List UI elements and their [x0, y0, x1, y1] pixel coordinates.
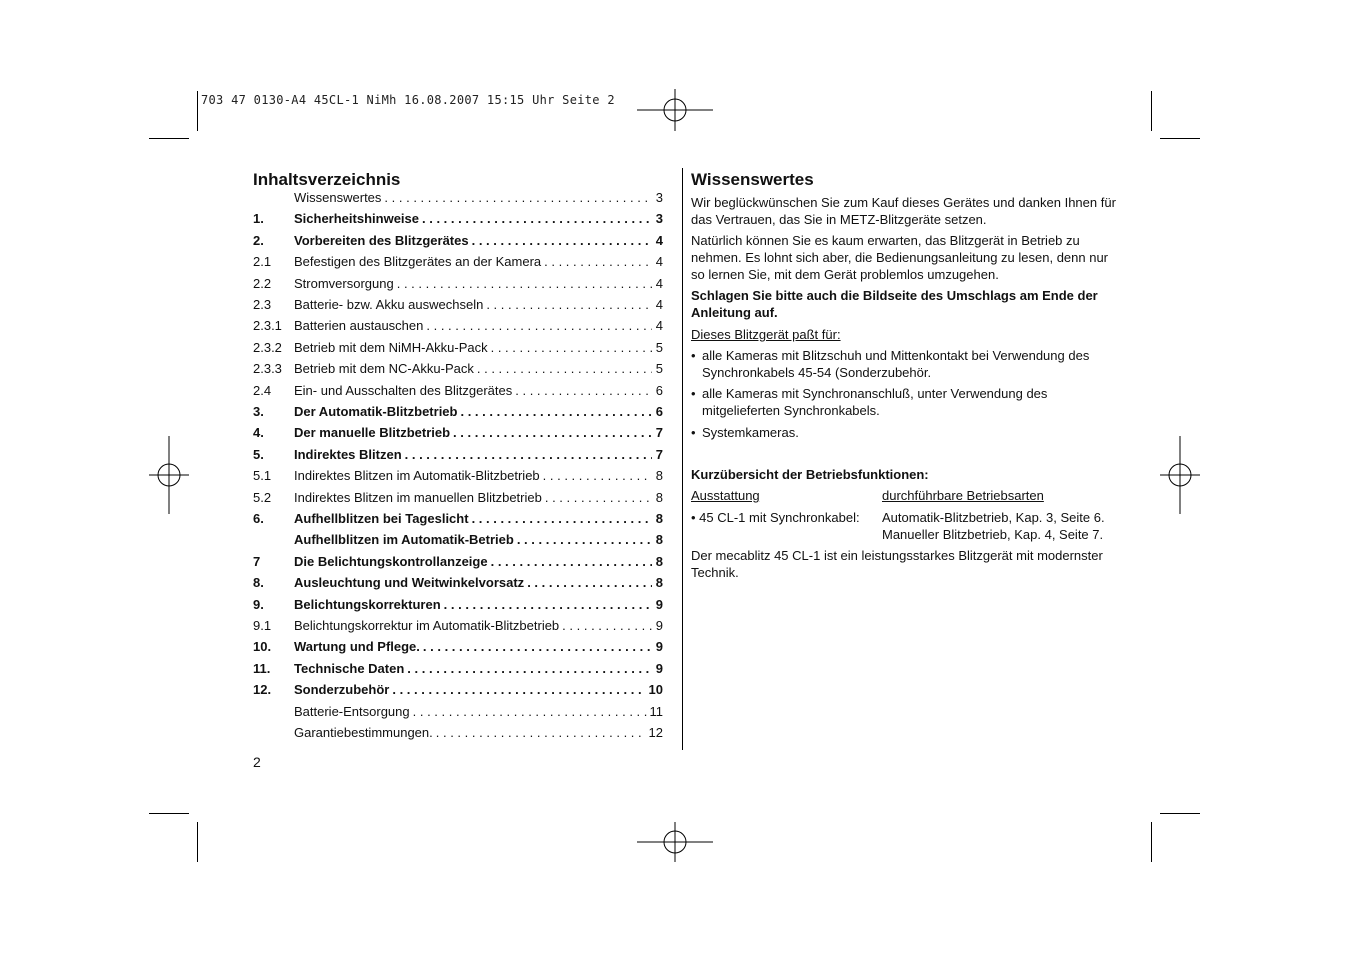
registration-mark-bottom: [637, 822, 713, 862]
toc-entry-title: Der Automatik-Blitzbetrieb: [294, 404, 458, 419]
toc-entry-number: 12.: [253, 682, 272, 698]
cover-note-paragraph: Schlagen Sie bitte auch die Bildseite des Umschlags am Ende der Anleitung auf.: [691, 288, 1098, 320]
toc-entry: [253, 682, 663, 698]
page-number: 2: [253, 754, 261, 770]
toc-leader-dots: [426, 318, 652, 334]
toc-entry-page: 6: [655, 404, 663, 419]
toc-entry-title: Stromversorgung: [294, 275, 394, 291]
toc-entry: [253, 447, 663, 463]
toc-entry: [253, 383, 663, 399]
toc-entry: [253, 361, 663, 377]
toc-entry-title: Belichtungskorrekturen: [294, 596, 441, 612]
toc-entry-page: 8: [655, 553, 663, 569]
toc-entry-title: Indirektes Blitzen im manuellen Blitzbetrieb: [294, 489, 542, 505]
crop-mark-bottom-right-horizontal: [1160, 813, 1200, 814]
toc-entry-page: 8: [655, 489, 663, 505]
toc-entry-title: Betrieb mit dem NC-Akku-Pack: [294, 361, 474, 377]
toc-leader-dots: [423, 639, 652, 655]
toc-entry: [253, 554, 663, 570]
crop-mark-top-left-vertical: [197, 91, 198, 131]
toc-entry-page: 8: [655, 468, 663, 484]
toc-entry-number: 10.: [253, 639, 272, 655]
toc-entry-title: Sonderzubehör: [294, 682, 390, 698]
toc-entry-number: 9.: [253, 596, 264, 612]
crop-mark-bottom-left-horizontal: [149, 813, 189, 814]
toc-entry-number: 7: [253, 553, 261, 569]
bullet-item: • alle Kameras mit Blitzschuh und Mittenkontakt bei Verwendung des Synchronkabels 45-54 (Sonderzubehör.: [691, 348, 1090, 380]
toc-entry: [253, 468, 663, 484]
toc-entry-title: Vorbereiten des Blitzgerätes: [294, 232, 469, 248]
bullet-item: • Systemkameras.: [691, 425, 799, 440]
toc-entry-title: Indirektes Blitzen im Automatik-Blitzbetrieb: [294, 468, 540, 484]
toc-entry-page: 5: [655, 361, 663, 377]
toc-entry: [253, 318, 663, 334]
closing-paragraph: Der mecablitz 45 CL-1 ist ein leistungsstarkes Blitzgerät mit modernster Technik.: [691, 548, 1103, 580]
toc-entry-page: 9: [655, 618, 663, 633]
toc-entry-number: 2.4: [253, 382, 272, 398]
registration-mark-left: [149, 436, 189, 514]
toc-entry: [253, 704, 663, 720]
toc-entry-page: 9: [655, 596, 663, 612]
toc-entry-page: 7: [655, 446, 663, 462]
toc-entry-page: 4: [655, 275, 663, 291]
toc-entry-page: 11: [649, 703, 663, 719]
column-divider: [682, 168, 683, 750]
toc-entry: [253, 340, 663, 356]
toc-leader-dots: [460, 404, 652, 420]
toc-entry-page: 9: [655, 639, 663, 655]
toc-leader-dots: [486, 297, 652, 313]
toc-entry-title: Sicherheitshinweise: [294, 211, 419, 227]
table-of-contents: [253, 170, 663, 740]
registration-mark-top: [637, 89, 713, 131]
toc-leader-dots: [422, 211, 652, 227]
toc-entry: [253, 190, 663, 206]
toc-entry: [253, 404, 663, 420]
toc-leader-dots: [384, 190, 652, 206]
toc-leader-dots: [543, 468, 652, 484]
summary-header-row: [691, 487, 1121, 504]
toc-entry-number: 8.: [253, 575, 264, 591]
toc-entry: [253, 575, 663, 591]
toc-entry-number: [253, 725, 294, 741]
toc-entry-title: Belichtungskorrektur im Automatik-Blitzbetrieb: [294, 618, 560, 633]
toc-entry-page: 4: [655, 232, 663, 248]
toc-entry-number: 9.1: [253, 618, 272, 633]
bullet-mark: •: [691, 425, 696, 440]
toc-entry-number: [253, 532, 294, 548]
toc-leader-dots: [436, 725, 646, 741]
toc-entry-title: Die Belichtungskontrollanzeige: [294, 553, 488, 569]
toc-leader-dots: [515, 383, 652, 399]
toc-entry-number: 2.3: [253, 297, 272, 312]
toc-entry-page: 8: [655, 575, 663, 591]
toc-entry-title: Aufhellblitzen bei Tageslicht: [294, 511, 469, 526]
toc-entry-title: Batterien austauschen: [294, 318, 424, 334]
toc-entry-number: 11.: [253, 660, 271, 676]
toc-entry-number: 3.: [253, 404, 264, 419]
equipment-cell: • 45 CL-1 mit Synchronkabel:: [691, 510, 860, 525]
toc-entry-title: Technische Daten: [294, 660, 405, 676]
crop-mark-top-left-horizontal: [149, 138, 189, 139]
toc-entry-number: 2.3.2: [253, 339, 282, 355]
toc-entry-title: Ausleuchtung und Weitwinkelvorsatz: [294, 575, 525, 591]
print-header: 703 47 0130-A4 45CL-1 NiMh 16.08.2007 15:15 Uhr Seite 2: [201, 93, 615, 107]
toc-leader-dots: [444, 597, 652, 613]
toc-entry-number: [253, 190, 294, 206]
toc-title: Inhaltsverzeichnis: [253, 170, 401, 189]
toc-entry-page: 7: [655, 425, 663, 441]
toc-entry-page: 8: [655, 532, 663, 548]
toc-leader-dots: [413, 704, 647, 720]
toc-entry-page: 3: [655, 211, 663, 227]
toc-entry-title: Wissenswertes: [294, 190, 382, 205]
toc-entry-page: 4: [655, 254, 663, 270]
toc-entry-title: Betrieb mit dem NiMH-Akku-Pack: [294, 339, 488, 355]
toc-entry-number: 2.2: [253, 275, 272, 291]
toc-entry-title: Ein- und Ausschalten des Blitzgerätes: [294, 382, 513, 398]
fits-label: Dieses Blitzgerät paßt für:: [691, 327, 841, 342]
toc-leader-dots: [544, 254, 652, 270]
toc-entry-number: 6.: [253, 511, 264, 526]
toc-entry: [253, 297, 663, 313]
toc-entry-page: 5: [655, 339, 663, 355]
toc-entry-page: 10: [648, 682, 663, 698]
toc-leader-dots: [453, 425, 652, 441]
toc-entry-title: Aufhellblitzen im Automatik-Betrieb: [294, 532, 514, 548]
toc-leader-dots: [517, 532, 652, 548]
registration-mark-right: [1160, 436, 1200, 514]
toc-leader-dots: [472, 511, 652, 527]
toc-entry-number: 5.1: [253, 468, 272, 484]
toc-entry-page: 9: [655, 660, 663, 676]
toc-leader-dots: [405, 447, 652, 463]
toc-entry-page: 12: [648, 725, 663, 740]
toc-leader-dots: [491, 340, 652, 356]
toc-entry: [253, 233, 663, 249]
toc-entry: [253, 639, 663, 655]
toc-entry-page: 3: [655, 190, 663, 205]
toc-entry-title: Befestigen des Blitzgerätes an der Kamera: [294, 254, 542, 270]
toc-leader-dots: [545, 490, 652, 506]
toc-leader-dots: [527, 575, 652, 591]
toc-entry-number: 2.1: [253, 254, 272, 270]
toc-entry-title: Der manuelle Blitzbetrieb: [294, 425, 451, 441]
toc-entry: [253, 425, 663, 441]
toc-entry-page: 6: [655, 382, 663, 398]
toc-entry: [253, 254, 663, 270]
intro-paragraph: Wir beglückwünschen Sie zum Kauf dieses Gerätes und danken Ihnen für das Vertrauen, das Sie in METZ-Blitzgeräte setzen.: [691, 195, 1116, 227]
wissenswertes-section: [691, 170, 1131, 580]
toc-leader-dots: [477, 361, 652, 377]
toc-entry-page: 4: [655, 297, 663, 312]
toc-entry-title: Indirektes Blitzen: [294, 446, 402, 462]
crop-mark-bottom-left-vertical: [197, 822, 198, 862]
toc-entry: [253, 211, 663, 227]
toc-leader-dots: [491, 554, 652, 570]
toc-entry-number: [253, 704, 294, 720]
toc-entry: [253, 511, 663, 527]
toc-entry: [253, 597, 663, 613]
toc-leader-dots: [397, 276, 652, 292]
bullet-item: • alle Kameras mit Synchronanschluß, unter Verwendung des mitgelieferten Synchronkabels.: [691, 386, 1048, 418]
crop-mark-top-right-horizontal: [1160, 138, 1200, 139]
toc-entry-number: 5.: [253, 446, 264, 462]
toc-entry: [253, 618, 663, 634]
crop-mark-top-right-vertical: [1151, 91, 1152, 131]
toc-entry-number: 1.: [253, 211, 264, 227]
section-title: Wissenswertes: [691, 170, 814, 189]
summary-title: Kurzübersicht der Betriebsfunktionen:: [691, 467, 929, 482]
toc-entry-page: 8: [655, 511, 663, 526]
toc-entry-number: 5.2: [253, 489, 272, 505]
toc-entry-title: Batterie-Entsorgung: [294, 703, 410, 719]
toc-entry-title: Wartung und Pflege.: [294, 639, 420, 655]
toc-entry: [253, 490, 663, 506]
column-header-modes: durchführbare Betriebsarten: [882, 488, 1044, 503]
bullet-mark: •: [691, 386, 696, 401]
toc-entry-number: 2.: [253, 232, 264, 248]
summary-row: [691, 509, 1121, 543]
toc-entry-title: Batterie- bzw. Akku auswechseln: [294, 297, 484, 312]
bullet-mark: •: [691, 348, 696, 363]
reading-paragraph: Natürlich können Sie es kaum erwarten, das Blitzgerät in Betrieb zu nehmen. Es lohnt sich aber, die Bedienungsanleitung zu lesen, denn nur so lernen Sie, mit dem Gerät problemlos umzugehen.: [691, 233, 1109, 282]
modes-cell: Automatik-Blitzbetrieb, Kap. 3, Seite 6. Manueller Blitzbetrieb, Kap. 4, Seite 7.: [882, 510, 1105, 542]
toc-leader-dots: [407, 661, 652, 677]
toc-entry-page: 4: [655, 318, 663, 334]
toc-entry: [253, 725, 663, 741]
toc-leader-dots: [562, 618, 652, 634]
toc-entry: [253, 661, 663, 677]
column-header-equipment: Ausstattung: [691, 488, 760, 503]
crop-mark-bottom-right-vertical: [1151, 822, 1152, 862]
toc-leader-dots: [472, 233, 652, 249]
toc-entry-number: 2.3.3: [253, 361, 282, 377]
toc-entry-number: 2.3.1: [253, 318, 282, 334]
toc-entry-title: Garantiebestimmungen.: [294, 725, 433, 740]
toc-entry: [253, 532, 663, 548]
toc-leader-dots: [392, 682, 645, 698]
toc-entry-number: 4.: [253, 425, 264, 441]
toc-entry: [253, 276, 663, 292]
